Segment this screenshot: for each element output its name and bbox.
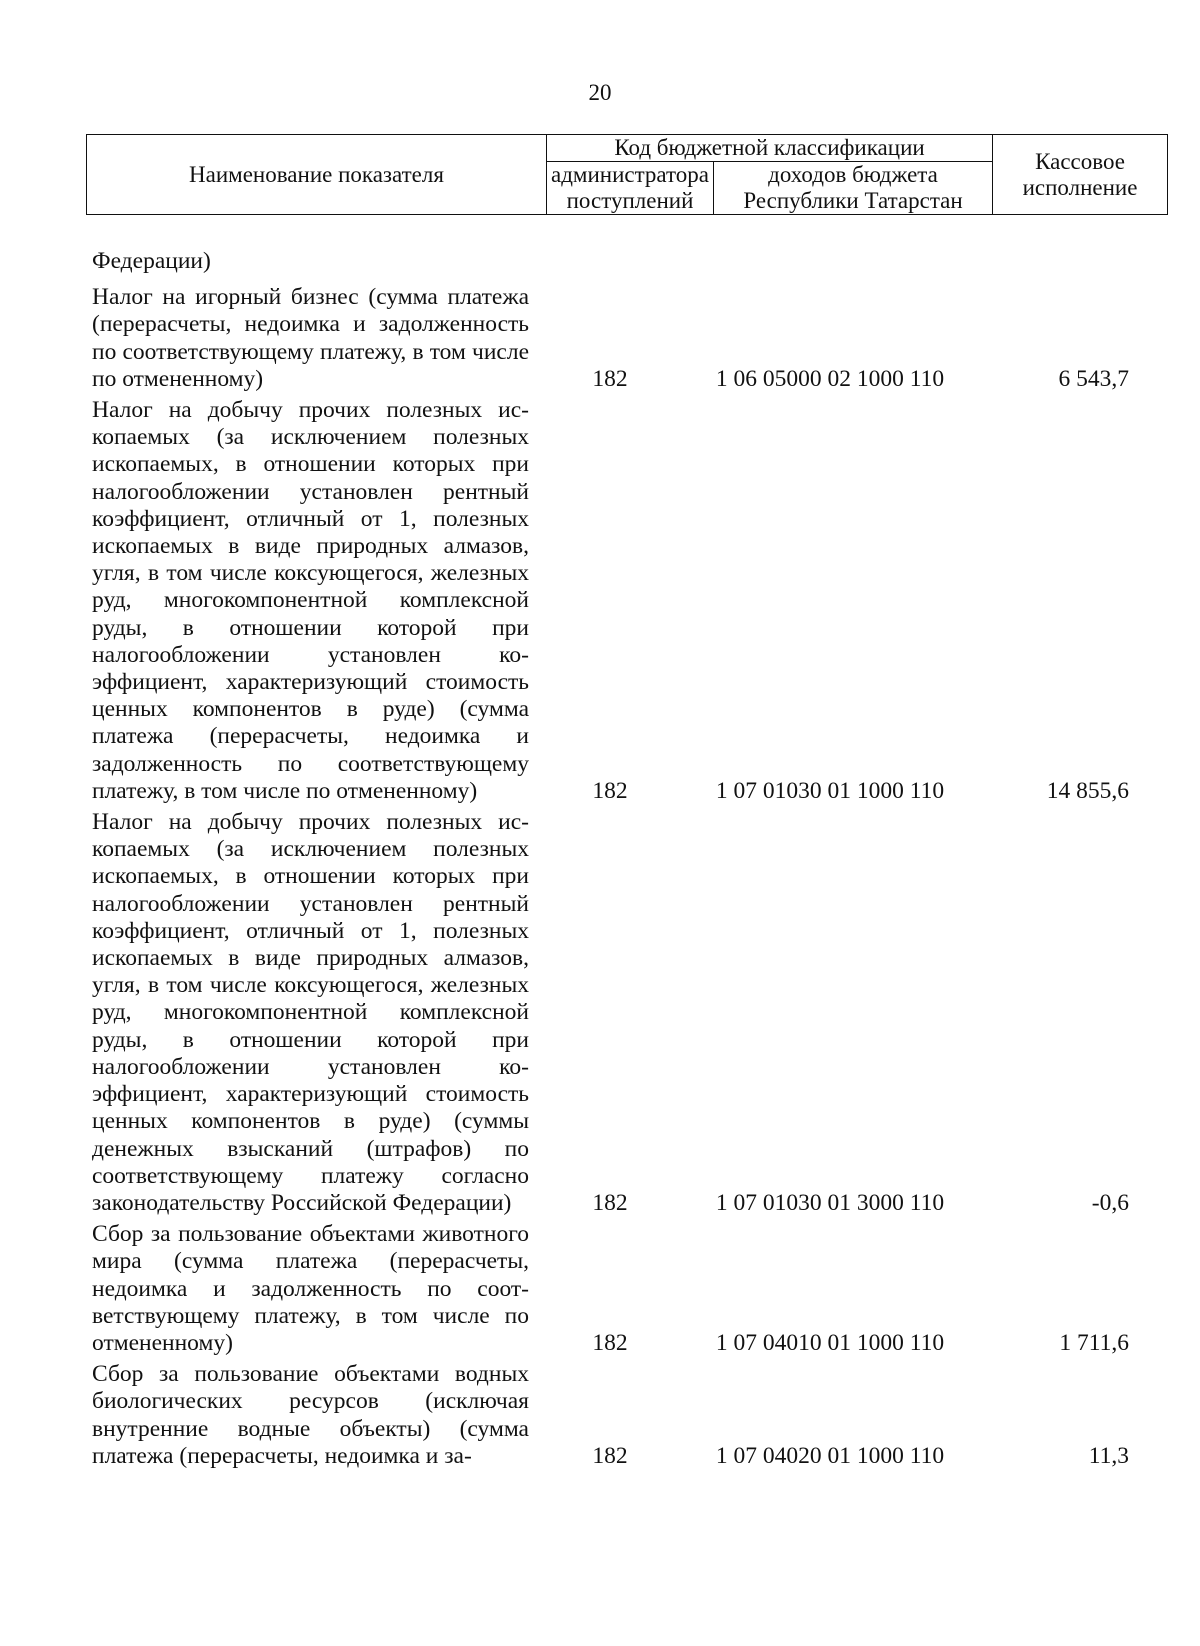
- cash-execution-value: 1 711,6: [1059, 1329, 1129, 1356]
- revenue-code: 1 07 01030 01 1000 110: [715, 777, 945, 804]
- revenue-code: 1 07 01030 01 3000 110: [715, 1189, 945, 1216]
- cash-execution-value: 11,3: [1088, 1442, 1129, 1469]
- administrator-code: 182: [592, 777, 628, 804]
- table-row: [92, 248, 1134, 275]
- administrator-code: 182: [592, 365, 628, 392]
- indicator-name: Налог на добычу прочих полезных ископаемых (за исключением полезных ископаемых, в отношении которых при налогообложении установлен рентный коэффициент, отличный от 1, полезных ископаемых в виде природных алмазов, угля, в том числе коксующегося, железных руд, многокомпонентной комплексной руды, в отношении которой при налогообложении установлен коэффициент, характеризующий стоимость ценных компонентов в руде) (сумма платежа (перерасчеты, недоимка и задолженность по соответствующему платежу, в том числе по отмененному): [92, 397, 529, 804]
- cash-execution-value: -0,6: [1091, 1189, 1129, 1216]
- header-indicator-name: Наименование показателя: [87, 135, 547, 215]
- indicator-name: Сбор за пользование объектами животного мира (сумма платежа (перерасчеты, недоимка и задолженность по соответствующему платежу, в том числе по отмененному): [92, 1221, 529, 1356]
- administrator-code: 182: [592, 1442, 628, 1469]
- table-body: [92, 248, 1134, 1474]
- revenue-code: 1 07 04020 01 1000 110: [715, 1442, 945, 1469]
- administrator-code: 182: [592, 1329, 628, 1356]
- administrator-code: 182: [592, 1189, 628, 1216]
- revenue-code: 1 06 05000 02 1000 110: [715, 365, 945, 392]
- header-budget-code-group: Код бюджетной классификации: [547, 135, 993, 162]
- table-row: [92, 397, 1134, 805]
- table-row: [92, 284, 1134, 393]
- indicator-name: Налог на добычу прочих полезных ископаемых (за исключением полезных ископаемых, в отношении которых при налогообложении установлен рентный коэффициент, отличный от 1, полезных ископаемых в виде природных алмазов, угля, в том числе коксующегося, железных руд, многокомпонентной комплексной руды, в отношении которой при налогообложении установлен коэффициент, характеризующий стоимость ценных компонентов в руде) (суммы денежных взысканий (штрафов) по соответствующему платежу согласно законодательству Российской Федерации): [92, 809, 529, 1216]
- header-revenue-code: доходов бюджета Республики Татарстан: [714, 162, 993, 215]
- cash-execution-value: 14 855,6: [1046, 777, 1129, 804]
- revenue-code: 1 07 04010 01 1000 110: [715, 1329, 945, 1356]
- indicator-name: Федерации): [92, 248, 211, 274]
- header-administrator: администратора поступлений: [547, 162, 714, 215]
- header-cash-execution: Кассовое исполнение: [993, 135, 1168, 215]
- indicator-name: Налог на игорный бизнес (сумма платежа (перерасчеты, недоимка и задолженность по соответствующему платежу, в том числе по отмененному): [92, 284, 529, 392]
- cash-execution-value: 6 543,7: [1058, 365, 1129, 392]
- table-row: [92, 1361, 1134, 1470]
- table-header: [86, 134, 1168, 215]
- indicator-name: Сбор за пользование объектами водных биологических ресурсов (исключая внутренние водные объекты) (сумма платежа (перерасчеты, недоимка и за-: [92, 1361, 529, 1469]
- table-row: [92, 809, 1134, 1217]
- table-row: [92, 1221, 1134, 1357]
- page-number: 20: [588, 80, 612, 105]
